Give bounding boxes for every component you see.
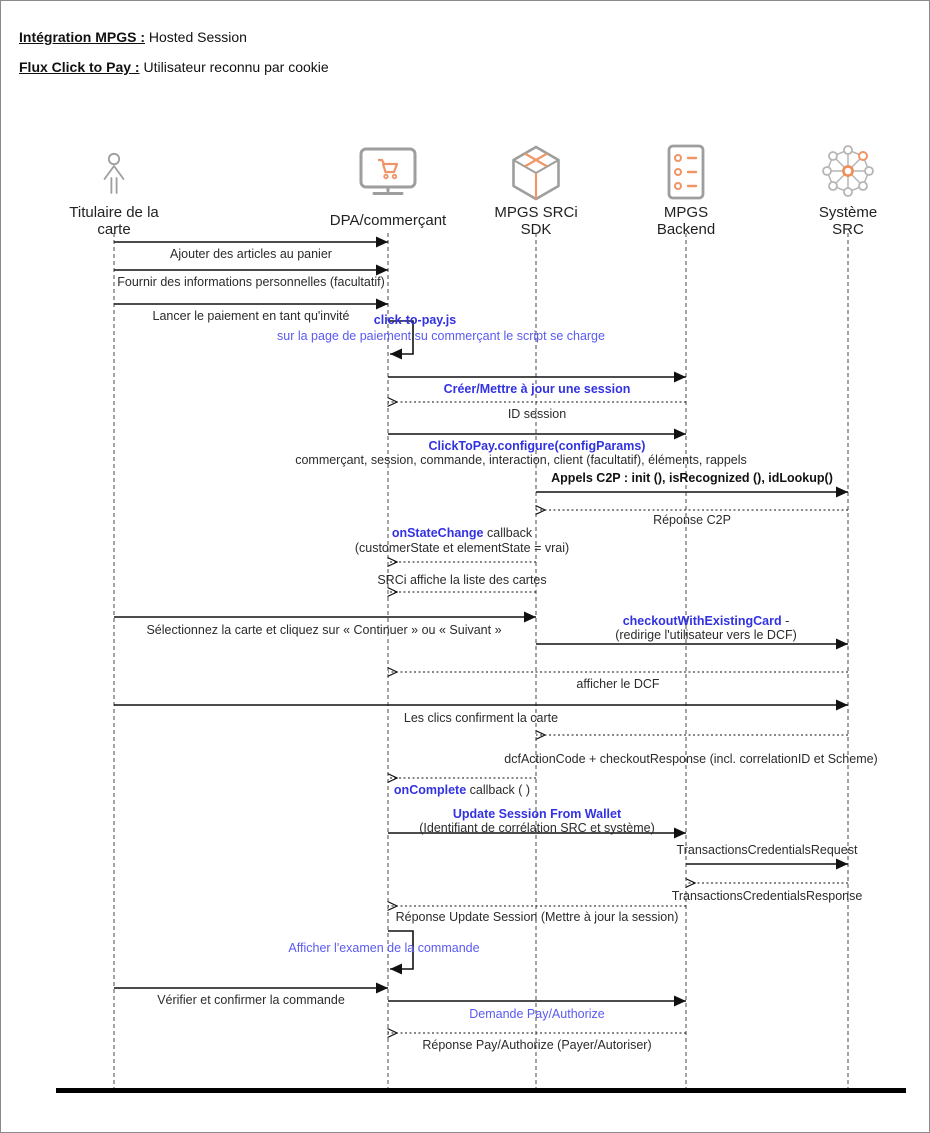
- message-label: TransactionsCredentialsRequest: [676, 843, 858, 857]
- message-label: onComplete callback ( ): [393, 783, 531, 797]
- message-label: Réponse Update Session (Mettre à jour la session): [395, 910, 679, 924]
- message-label: Vérifier et confirmer la commande: [157, 993, 345, 1007]
- actor-label: DPA/commerçant: [329, 212, 447, 229]
- diagram-footer-bar: [56, 1088, 906, 1093]
- message-label: Lancer le paiement en tant qu'invité: [152, 309, 350, 323]
- message-label: ID session: [507, 407, 567, 421]
- message-label: click-to-pay.js: [373, 313, 457, 327]
- message-label: Fournir des informations personnelles (facultatif): [117, 275, 385, 289]
- actor-label: Système SRC: [818, 204, 878, 238]
- header-integration-value: Hosted Session: [145, 29, 247, 45]
- message-label: dcfActionCode + checkoutResponse (incl. correlationID et Scheme): [504, 752, 878, 766]
- header-flow-value: Utilisateur reconnu par cookie: [139, 59, 329, 75]
- message-label: Réponse C2P: [653, 513, 731, 527]
- message-label: Ajouter des articles au panier: [170, 247, 332, 261]
- message-label: Appels C2P : init (), isRecognized (), idLookup(): [551, 471, 833, 485]
- message-label: sur la page de paiement su commerçant le script se charge: [277, 329, 605, 343]
- header-flow-label: Flux Click to Pay :: [19, 59, 140, 75]
- message-label: onStateChange callback: [391, 526, 533, 540]
- message-label: afficher le DCF: [576, 677, 660, 691]
- message-label: (customerState et elementState = vrai): [354, 541, 570, 555]
- message-label: Réponse Pay/Authorize (Payer/Autoriser): [422, 1038, 652, 1052]
- message-label: checkoutWithExistingCard -: [622, 614, 790, 628]
- message-label: SRCi affiche la liste des cartes: [377, 573, 547, 587]
- actor-label: Titulaire de la carte: [69, 204, 159, 238]
- message-label: TransactionsCredentialsResponse: [671, 889, 863, 903]
- message-label: Créer/Mettre à jour une session: [443, 382, 631, 396]
- arrows-layer: [1, 1, 930, 1133]
- message-label: ClickToPay.configure(configParams): [428, 439, 646, 453]
- message-label: Demande Pay/Authorize: [469, 1007, 605, 1021]
- actor-label: MPGS SRCi SDK: [494, 204, 578, 238]
- message-label: Les clics confirment la carte: [403, 711, 559, 725]
- message-label: commerçant, session, commande, interaction, client (facultatif), éléments, rappels: [295, 453, 747, 467]
- header-integration-label: Intégration MPGS :: [19, 29, 145, 45]
- message-label: (Identifiant de corrélation SRC et système): [419, 821, 655, 835]
- message-label: Sélectionnez la carte et cliquez sur « Continuer » ou « Suivant »: [146, 623, 502, 637]
- message-label: Afficher l'examen de la commande: [288, 941, 480, 955]
- message-label: (redirige l'utilisateur vers le DCF): [615, 628, 797, 642]
- actor-label: MPGS Backend: [656, 204, 716, 238]
- message-label: Update Session From Wallet: [452, 807, 622, 821]
